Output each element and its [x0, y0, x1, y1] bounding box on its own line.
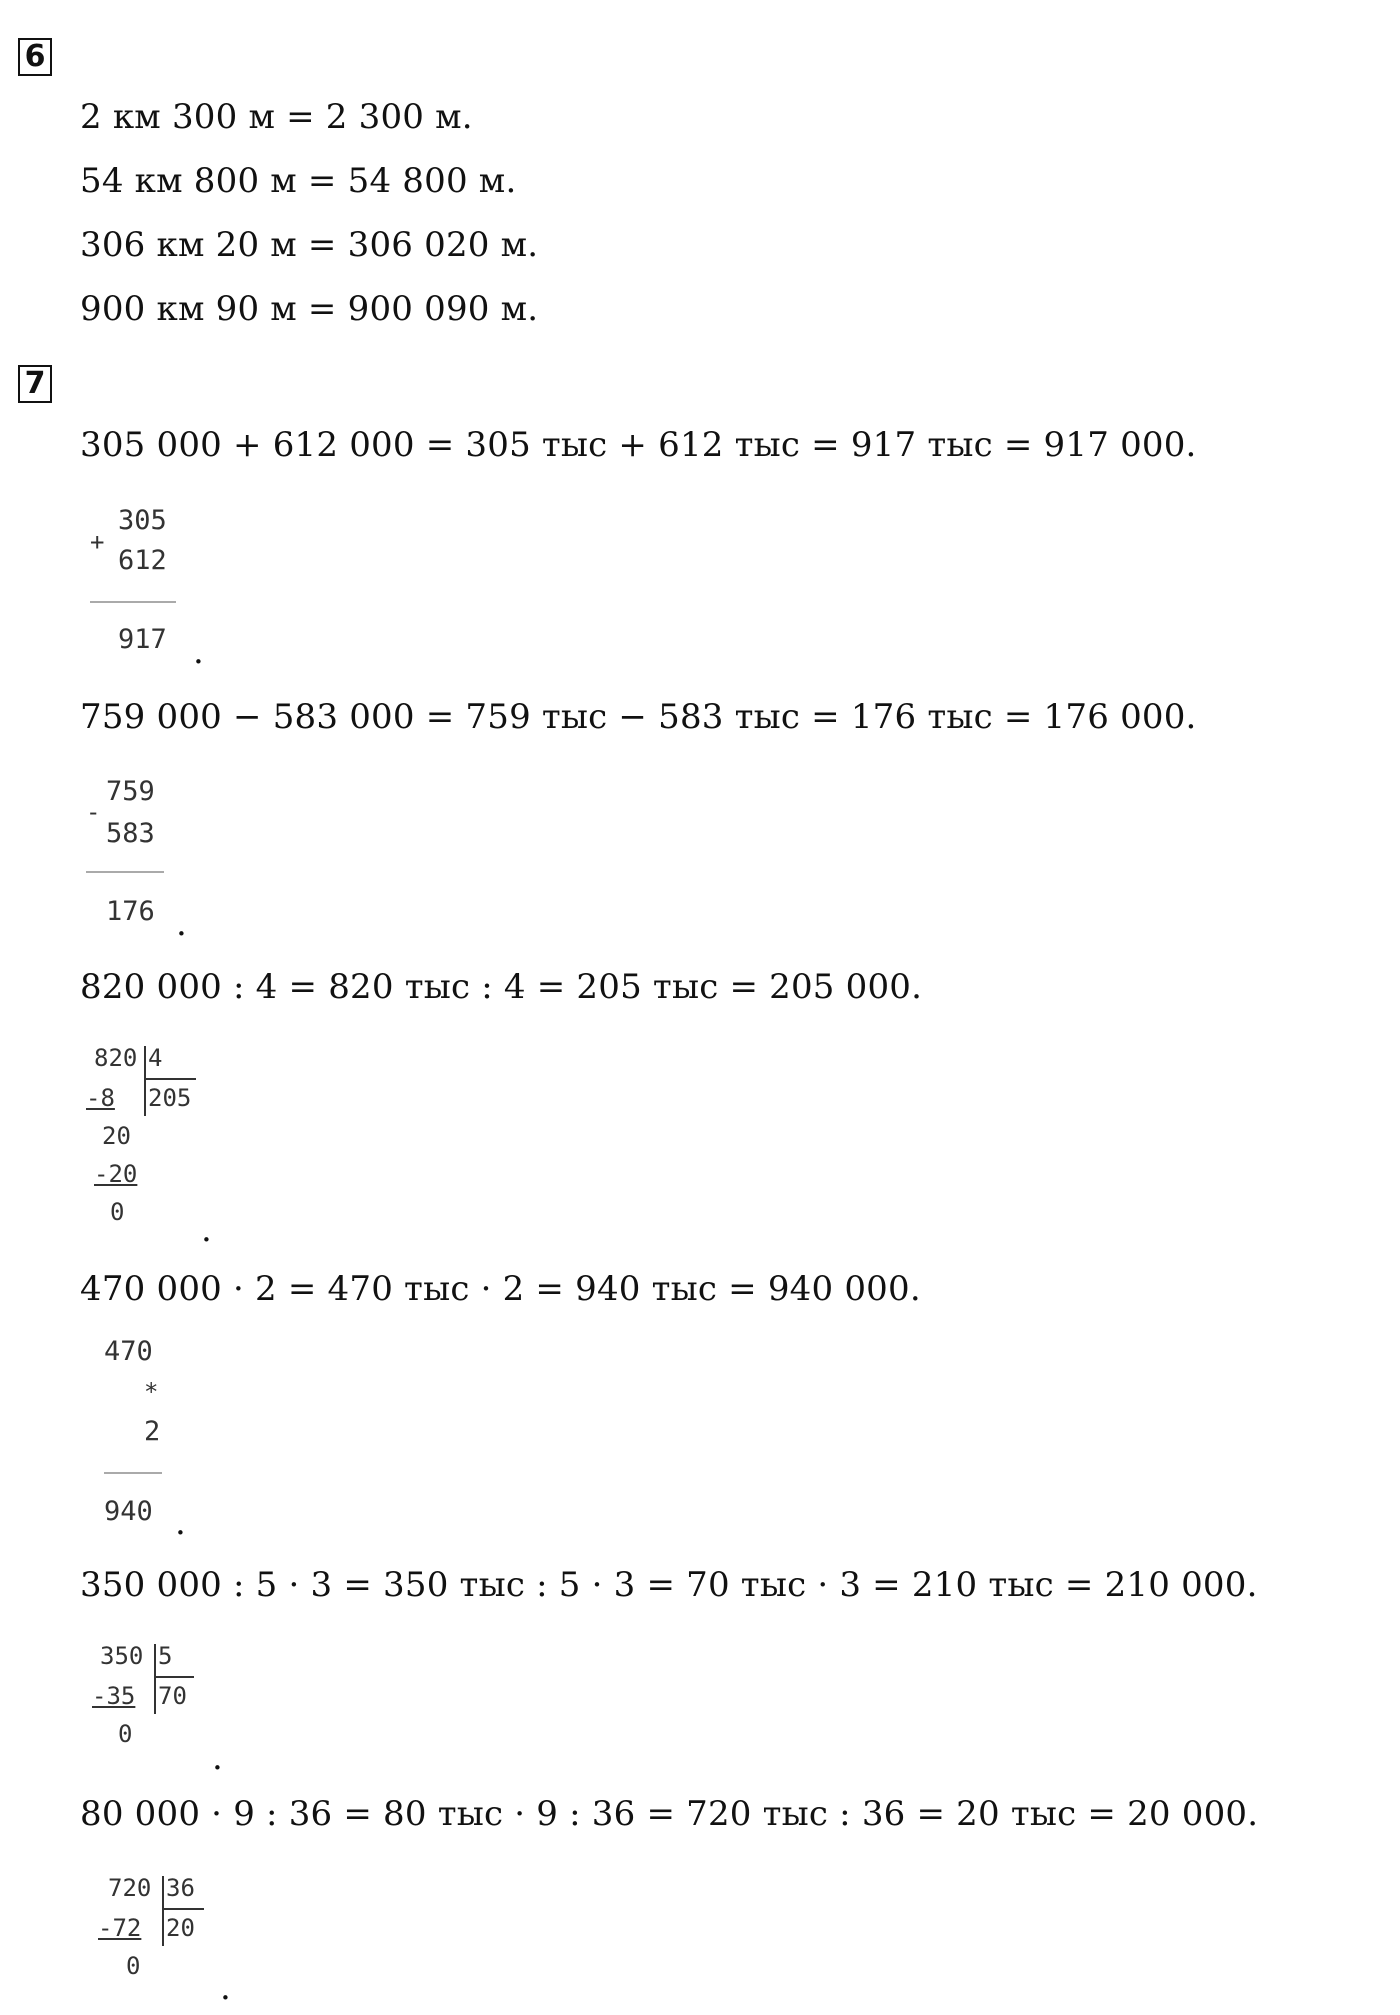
- ex2-equation: 759 000 − 583 000 = 759 тыс − 583 тыс = 176 тыс = 176 000.: [80, 697, 1197, 737]
- ex5-subtract-1: -35: [92, 1682, 136, 1710]
- task6-line-3: 306 км 20 м = 306 020 м.: [80, 225, 539, 265]
- ex2-operand-b: 583: [106, 818, 155, 849]
- ex6-remainder-1: 0: [126, 1952, 141, 1980]
- ex3-subtract-2: -20: [94, 1160, 138, 1188]
- task-number-7: 7: [18, 365, 52, 403]
- ex2-result: 176: [106, 896, 155, 927]
- ex6-end: .: [220, 1968, 231, 2008]
- ex3-quotient: 205: [148, 1084, 192, 1112]
- ex4-operand-a: 470: [104, 1336, 153, 1367]
- ex4-end: .: [175, 1503, 186, 1543]
- ex1-operand-b: 612: [118, 545, 167, 576]
- ex3-divider-horizontal: [144, 1078, 196, 1080]
- ex6-quotient: 20: [166, 1914, 195, 1942]
- ex5-quotient: 70: [158, 1682, 187, 1710]
- ex3-remainder-2: 0: [110, 1198, 125, 1226]
- ex3-dividend: 820: [94, 1044, 138, 1072]
- ex1-equation: 305 000 + 612 000 = 305 тыс + 612 тыс = 917 тыс = 917 000.: [80, 425, 1197, 465]
- ex4-equation: 470 000 · 2 = 470 тыс · 2 = 940 тыс = 940 000.: [80, 1269, 921, 1309]
- ex6-divisor: 36: [166, 1874, 195, 1902]
- ex4-sign: *: [144, 1378, 159, 1406]
- ex3-divisor: 4: [148, 1044, 163, 1072]
- ex5-end: .: [212, 1738, 223, 1778]
- ex1-rule: [90, 601, 176, 603]
- task6-line-2: 54 км 800 м = 54 800 м.: [80, 161, 517, 201]
- ex4-rule: [104, 1472, 162, 1474]
- ex3-divider-vertical: [144, 1046, 146, 1116]
- ex4-operand-b: 2: [144, 1416, 161, 1447]
- ex5-equation: 350 000 : 5 · 3 = 350 тыс : 5 · 3 = 70 тыс · 3 = 210 тыс = 210 000.: [80, 1565, 1258, 1605]
- ex2-operand-a: 759: [106, 776, 155, 807]
- ex3-subtract-1: -8: [86, 1084, 115, 1112]
- ex1-end: .: [193, 632, 204, 672]
- task-number-6: 6: [18, 38, 52, 76]
- ex5-divider-vertical: [154, 1644, 156, 1714]
- ex3-remainder-1: 20: [102, 1122, 131, 1150]
- ex1-result: 917: [118, 624, 167, 655]
- ex6-dividend: 720: [108, 1874, 152, 1902]
- ex1-sign: +: [90, 528, 105, 556]
- ex6-equation: 80 000 · 9 : 36 = 80 тыс · 9 : 36 = 720 тыс : 36 = 20 тыс = 20 000.: [80, 1794, 1259, 1834]
- ex6-divider-vertical: [162, 1876, 164, 1946]
- ex1-operand-a: 305: [118, 505, 167, 536]
- ex3-equation: 820 000 : 4 = 820 тыс : 4 = 205 тыс = 205 000.: [80, 967, 923, 1007]
- ex5-remainder-1: 0: [118, 1720, 133, 1748]
- ex6-subtract-1: -72: [98, 1914, 142, 1942]
- ex5-divider-horizontal: [154, 1676, 194, 1678]
- ex5-dividend: 350: [100, 1642, 144, 1670]
- task6-line-4: 900 км 90 м = 900 090 м.: [80, 289, 539, 329]
- ex5-divisor: 5: [158, 1642, 173, 1670]
- ex2-rule: [86, 871, 164, 873]
- ex6-divider-horizontal: [162, 1908, 204, 1910]
- task6-line-1: 2 км 300 м = 2 300 м.: [80, 97, 473, 137]
- ex4-result: 940: [104, 1496, 153, 1527]
- ex3-end: .: [201, 1210, 212, 1250]
- ex2-sign: -: [86, 798, 101, 826]
- ex2-end: .: [176, 904, 187, 944]
